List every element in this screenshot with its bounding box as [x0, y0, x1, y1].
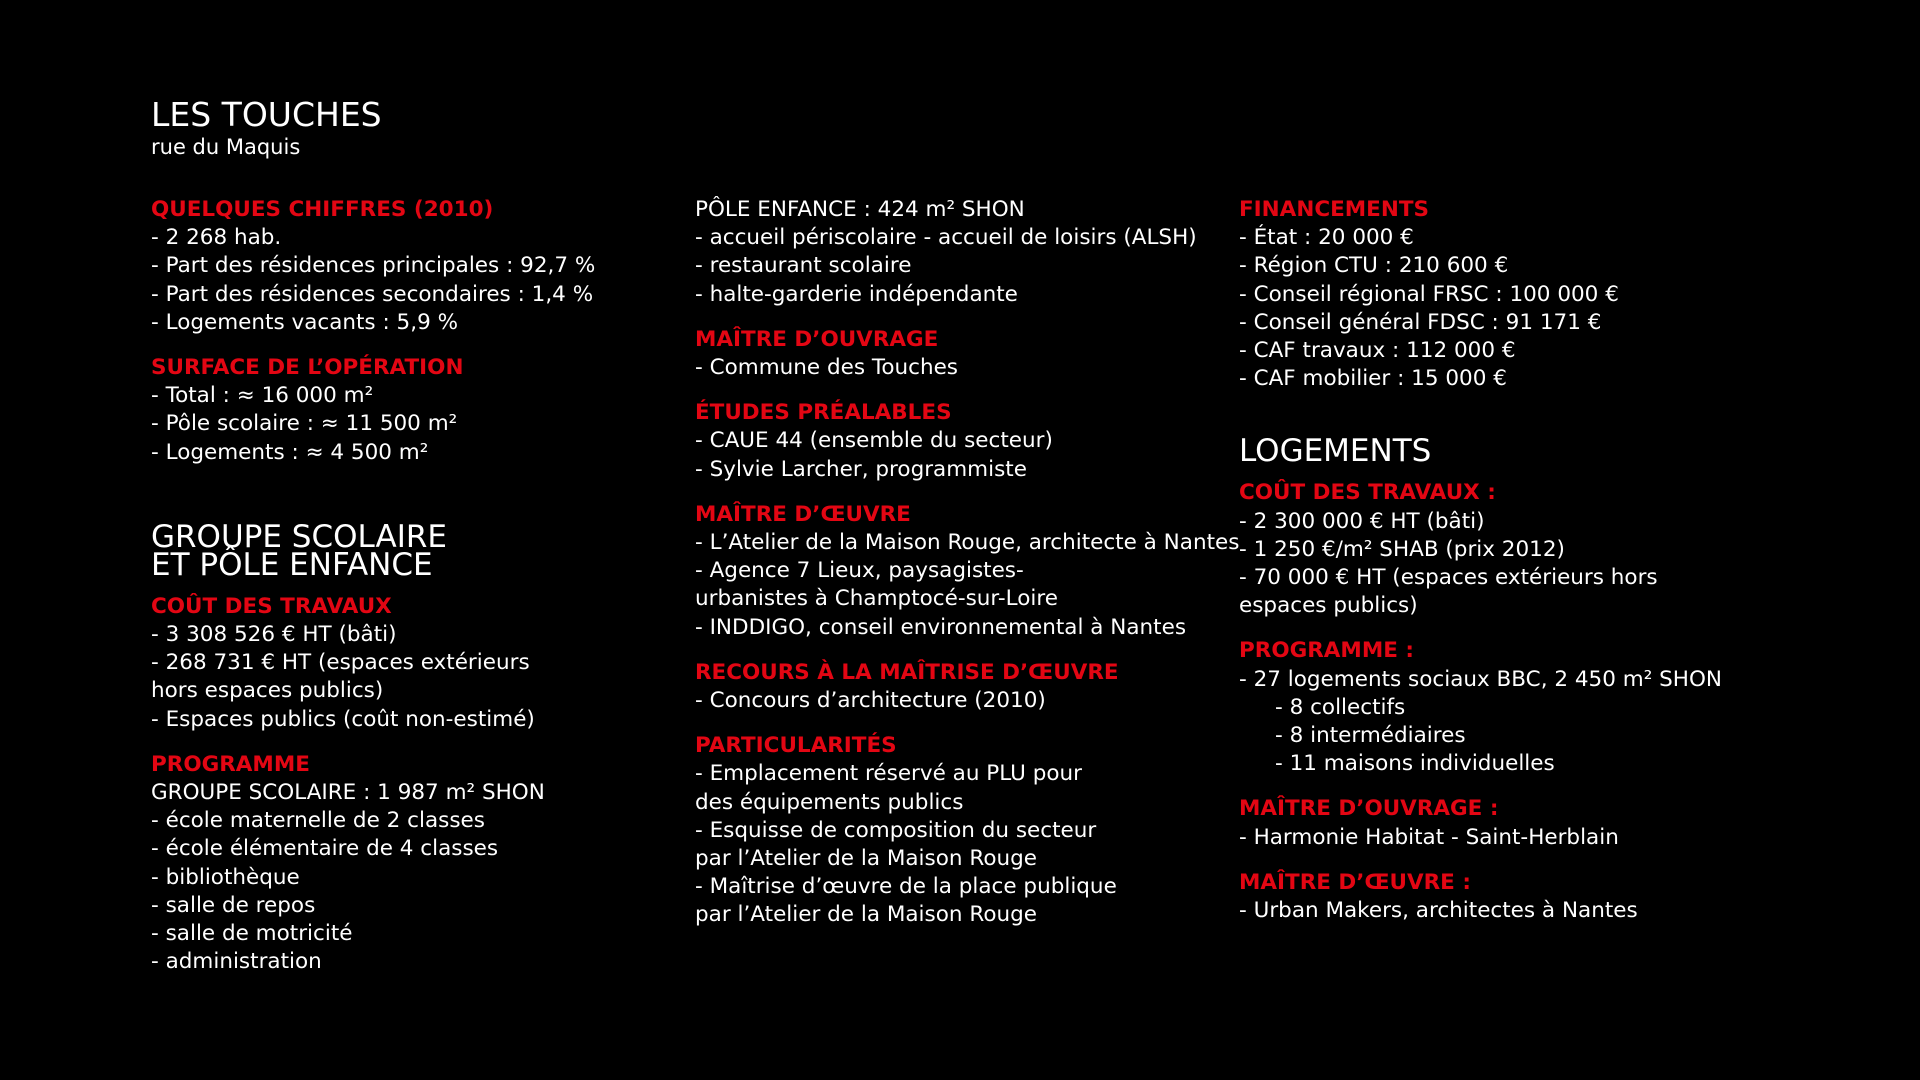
- section-maitre-oeuvre: [695, 501, 1240, 642]
- text-line: - Logements : ≈ 4 500 m²: [151, 439, 429, 465]
- section-title: MAÎTRE D’OUVRAGE: [695, 326, 939, 352]
- text-line: - 70 000 € HT (espaces extérieurs hors espaces publics): [1239, 565, 1658, 619]
- text-line: - 8 collectifs: [1275, 694, 1406, 720]
- page-header: [151, 96, 382, 160]
- text-line: - Part des résidences secondaires : 1,4 %: [151, 281, 594, 307]
- section-etudes: [695, 399, 1215, 484]
- text-line: - Part des résidences principales : 92,7 %: [151, 253, 596, 279]
- section-cout-logements: [1239, 479, 1719, 620]
- section-programme-logements: [1239, 637, 1722, 778]
- section-pole-enfance: [695, 196, 1215, 309]
- text-line: - CAF travaux : 112 000 €: [1239, 338, 1516, 364]
- text-line: - Pôle scolaire : ≈ 11 500 m²: [151, 411, 458, 437]
- text-line: - Commune des Touches: [695, 355, 959, 381]
- section-title: PROGRAMME: [151, 751, 310, 777]
- text-line: - Agence 7 Lieux, paysagistes-urbanistes à Champtocé-sur-Loire: [695, 558, 1058, 612]
- section-surface: [151, 354, 571, 467]
- section-chiffres: [151, 196, 596, 337]
- column-left: [151, 196, 596, 993]
- text-line: - CAF mobilier : 15 000 €: [1239, 366, 1507, 392]
- text-line: - école maternelle de 2 classes: [151, 808, 485, 834]
- text-line: - 1 250 €/m² SHAB (prix 2012): [1239, 536, 1565, 562]
- section-recours: [695, 659, 1215, 715]
- section-financements: [1239, 196, 1719, 393]
- text-line: - accueil périscolaire - accueil de loisirs (ALSH): [695, 225, 1197, 251]
- section-title: PÔLE ENFANCE : 424 m² SHON: [695, 197, 1025, 222]
- section-title: SURFACE DE L’OPÉRATION: [151, 355, 464, 381]
- text-line: - Esquisse de composition du secteur par l’Atelier de la Maison Rouge: [695, 817, 1097, 872]
- programme-subtitle: GROUPE SCOLAIRE : 1 987 m² SHON: [151, 780, 545, 806]
- text-line: - Espaces publics (coût non-estimé): [151, 706, 535, 732]
- text-line: - Maîtrise d’œuvre de la place publique par l’Atelier de la Maison Rouge: [695, 874, 1117, 928]
- text-line: - 2 268 hab.: [151, 225, 282, 251]
- section-title: PARTICULARITÉS: [695, 733, 897, 759]
- text-line: - Sylvie Larcher, programmiste: [695, 456, 1027, 482]
- text-line: - Harmonie Habitat - Saint-Herblain: [1239, 824, 1619, 850]
- section-particularites: [695, 732, 1215, 929]
- text-line: - salle de repos: [151, 892, 316, 918]
- text-line: - 11 maisons individuelles: [1275, 751, 1555, 777]
- text-line: - INDDIGO, conseil environnemental à Nantes: [695, 614, 1187, 640]
- section-title: QUELQUES CHIFFRES (2010): [151, 197, 494, 222]
- text-line: - école élémentaire de 4 classes: [151, 836, 499, 862]
- section-maitre-oeuvre-logements: [1239, 869, 1719, 925]
- text-line: - Concours d’architecture (2010): [695, 688, 1046, 714]
- section-title: MAÎTRE D’OUVRAGE :: [1239, 796, 1499, 822]
- text-line: - halte-garderie indépendante: [695, 281, 1018, 307]
- section-maitre-ouvrage: [695, 326, 1215, 382]
- text-line: - CAUE 44 (ensemble du secteur): [695, 428, 1053, 454]
- section-title: COÛT DES TRAVAUX: [151, 593, 392, 619]
- section-title: PROGRAMME :: [1239, 638, 1414, 664]
- column-right: [1239, 196, 1722, 942]
- text-line: - restaurant scolaire: [695, 253, 912, 279]
- section-cout: [151, 593, 571, 734]
- text-line: - 2 300 000 € HT (bâti): [1239, 508, 1485, 534]
- text-line: - 8 intermédiaires: [1275, 723, 1466, 749]
- text-line: - salle de motricité: [151, 921, 353, 947]
- text-line: - 268 731 € HT (espaces extérieurs hors espaces publics): [151, 650, 530, 704]
- section-programme: [151, 751, 571, 977]
- text-line: - L’Atelier de la Maison Rouge, architecte à Nantes: [695, 530, 1240, 556]
- heading-line: GROUPE SCOLAIRE: [151, 518, 447, 555]
- heading-line: ET PÔLE ENFANCE: [151, 546, 433, 583]
- section-title: ÉTUDES PRÉALABLES: [695, 400, 952, 426]
- page-title: LES TOUCHES: [151, 95, 382, 134]
- text-line: - Conseil général FDSC : 91 171 €: [1239, 309, 1602, 335]
- section-title: MAÎTRE D’ŒUVRE :: [1239, 869, 1471, 895]
- section-maitre-ouvrage-logements: [1239, 795, 1719, 851]
- section-title: MAÎTRE D’ŒUVRE: [695, 501, 911, 527]
- text-line: - Logements vacants : 5,9 %: [151, 309, 459, 335]
- text-line: - Urban Makers, architectes à Nantes: [1239, 898, 1638, 924]
- heading-groupe-scolaire: [151, 518, 571, 583]
- text-line: - Région CTU : 210 600 €: [1239, 253, 1509, 279]
- text-line: - bibliothèque: [151, 864, 300, 890]
- column-middle: [695, 196, 1240, 947]
- text-line: - État : 20 000 €: [1239, 225, 1414, 251]
- heading-logements: LOGEMENTS: [1239, 433, 1432, 470]
- section-title: FINANCEMENTS: [1239, 197, 1430, 222]
- page-subtitle: rue du Maquis: [151, 135, 301, 159]
- section-title: RECOURS À LA MAÎTRISE D’ŒUVRE: [695, 659, 1119, 685]
- text-line: - 3 308 526 € HT (bâti): [151, 622, 397, 648]
- text-line: - Conseil régional FRSC : 100 000 €: [1239, 281, 1619, 307]
- text-line: - Emplacement réservé au PLU pour des équipements publics: [695, 761, 1083, 815]
- section-title: COÛT DES TRAVAUX :: [1239, 480, 1496, 506]
- text-line: - 27 logements sociaux BBC, 2 450 m² SHON: [1239, 666, 1722, 692]
- text-line: - administration: [151, 949, 322, 975]
- text-line: - Total : ≈ 16 000 m²: [151, 383, 374, 409]
